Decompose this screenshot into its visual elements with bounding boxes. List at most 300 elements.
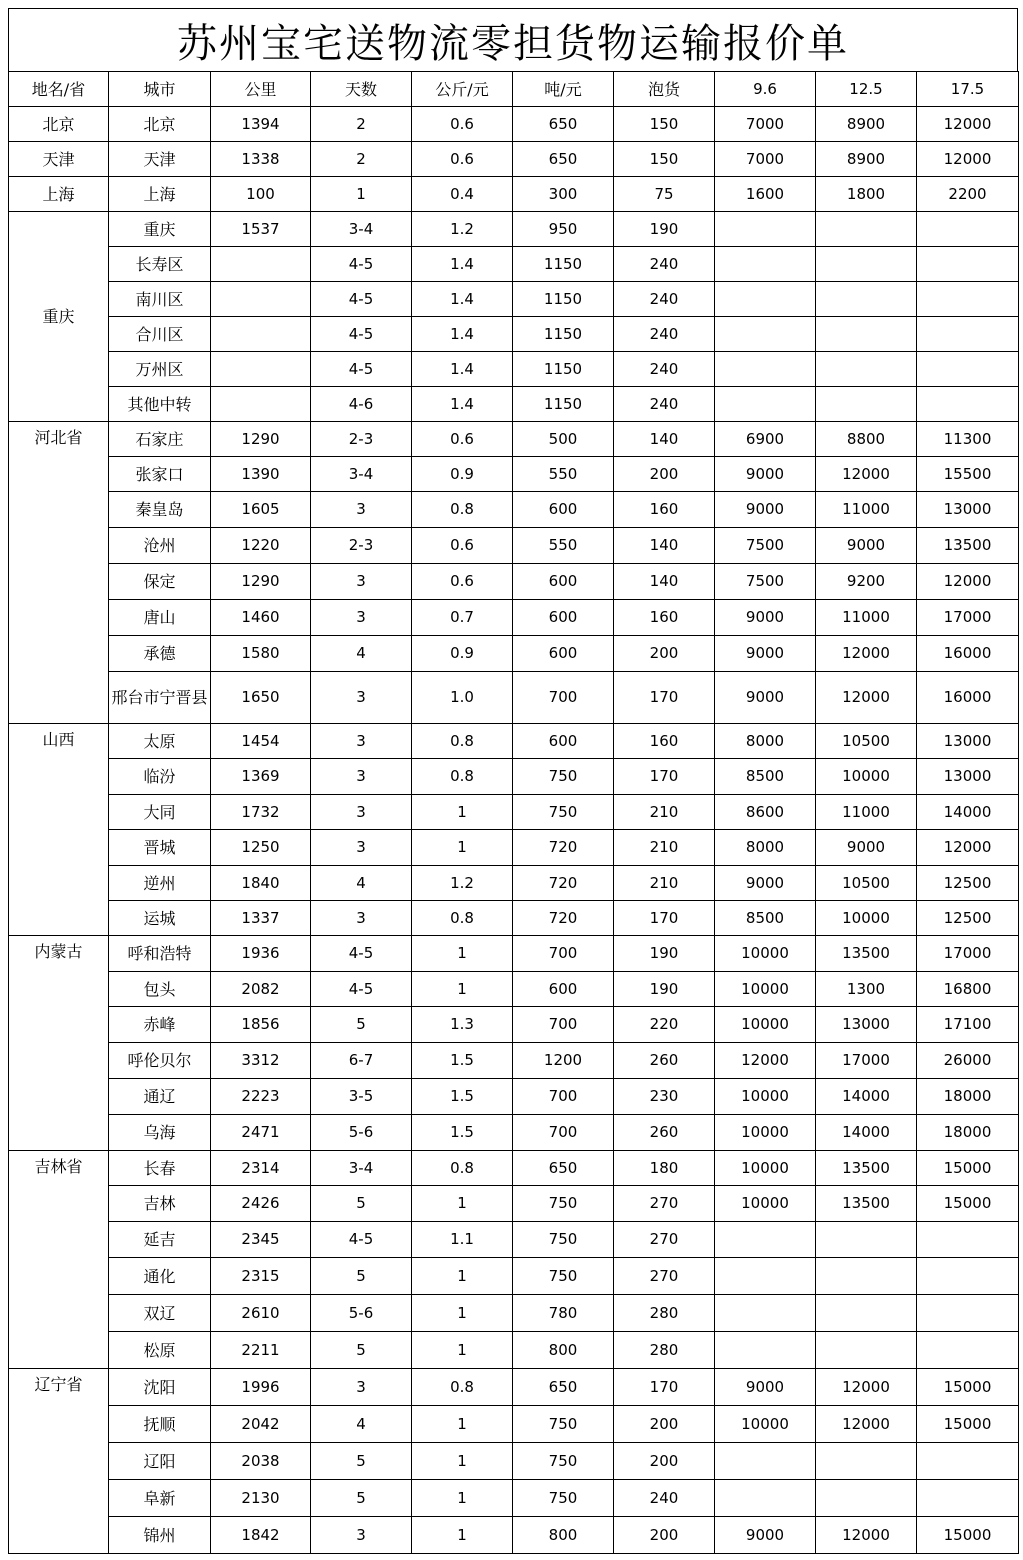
truck-12-5-cell: 14000 bbox=[816, 1079, 917, 1115]
km-cell: 1250 bbox=[211, 830, 311, 866]
km-cell: 2471 bbox=[211, 1115, 311, 1151]
table-row bbox=[9, 901, 1019, 936]
truck-12-5-cell bbox=[816, 1443, 917, 1480]
per-kg-cell: 1.4 bbox=[412, 387, 513, 422]
per-kg-cell: 0.4 bbox=[412, 177, 513, 212]
table-row bbox=[9, 177, 1019, 212]
truck-17-5-cell: 17000 bbox=[917, 936, 1019, 972]
per-ton-cell: 1150 bbox=[513, 352, 614, 387]
truck-17-5-cell bbox=[917, 247, 1019, 282]
per-ton-cell: 1150 bbox=[513, 387, 614, 422]
truck-12-5-cell: 11000 bbox=[816, 600, 917, 636]
per-kg-cell: 1 bbox=[412, 936, 513, 972]
truck-17-5-cell: 15000 bbox=[917, 1406, 1019, 1443]
bulk-cell: 230 bbox=[614, 1079, 715, 1115]
city-cell: 秦皇岛 bbox=[109, 492, 211, 528]
days-cell: 3 bbox=[311, 759, 412, 795]
days-cell: 2 bbox=[311, 107, 412, 142]
per-ton-cell: 700 bbox=[513, 936, 614, 972]
per-kg-cell: 0.8 bbox=[412, 1151, 513, 1186]
truck-9-6-cell bbox=[715, 212, 816, 247]
per-kg-cell: 0.8 bbox=[412, 1369, 513, 1406]
bulk-cell: 75 bbox=[614, 177, 715, 212]
days-cell: 3 bbox=[311, 795, 412, 830]
truck-9-6-cell bbox=[715, 1222, 816, 1258]
truck-9-6-cell bbox=[715, 1295, 816, 1332]
column-header: 泡货 bbox=[614, 72, 715, 107]
truck-17-5-cell: 16000 bbox=[917, 636, 1019, 672]
km-cell: 1856 bbox=[211, 1007, 311, 1043]
province-cell: 吉林省 bbox=[9, 1151, 109, 1369]
truck-17-5-cell: 17100 bbox=[917, 1007, 1019, 1043]
truck-9-6-cell: 12000 bbox=[715, 1043, 816, 1079]
bulk-cell: 240 bbox=[614, 387, 715, 422]
per-kg-cell: 0.8 bbox=[412, 901, 513, 936]
city-cell: 通化 bbox=[109, 1258, 211, 1295]
truck-12-5-cell: 13500 bbox=[816, 936, 917, 972]
km-cell: 100 bbox=[211, 177, 311, 212]
table-row bbox=[9, 422, 1019, 457]
bulk-cell: 140 bbox=[614, 528, 715, 564]
truck-12-5-cell: 10500 bbox=[816, 724, 917, 759]
city-cell: 锦州 bbox=[109, 1517, 211, 1554]
per-kg-cell: 1.4 bbox=[412, 282, 513, 317]
city-cell: 松原 bbox=[109, 1332, 211, 1369]
truck-12-5-cell bbox=[816, 1222, 917, 1258]
per-kg-cell: 1 bbox=[412, 1186, 513, 1222]
truck-17-5-cell: 12000 bbox=[917, 142, 1019, 177]
table-row bbox=[9, 672, 1019, 724]
truck-12-5-cell: 1800 bbox=[816, 177, 917, 212]
per-kg-cell: 1 bbox=[412, 795, 513, 830]
per-kg-cell: 0.9 bbox=[412, 636, 513, 672]
km-cell: 2042 bbox=[211, 1406, 311, 1443]
truck-9-6-cell: 8500 bbox=[715, 759, 816, 795]
truck-12-5-cell: 9000 bbox=[816, 830, 917, 866]
truck-9-6-cell: 10000 bbox=[715, 1079, 816, 1115]
per-ton-cell: 550 bbox=[513, 528, 614, 564]
table-row bbox=[9, 830, 1019, 866]
days-cell: 2-3 bbox=[311, 528, 412, 564]
table-row bbox=[9, 1406, 1019, 1443]
days-cell: 4 bbox=[311, 636, 412, 672]
truck-9-6-cell: 10000 bbox=[715, 1151, 816, 1186]
per-kg-cell: 0.6 bbox=[412, 142, 513, 177]
per-kg-cell: 0.6 bbox=[412, 528, 513, 564]
days-cell: 4-5 bbox=[311, 282, 412, 317]
bulk-cell: 240 bbox=[614, 317, 715, 352]
per-kg-cell: 1.4 bbox=[412, 317, 513, 352]
per-ton-cell: 500 bbox=[513, 422, 614, 457]
per-ton-cell: 720 bbox=[513, 830, 614, 866]
per-ton-cell: 600 bbox=[513, 636, 614, 672]
truck-12-5-cell: 10500 bbox=[816, 866, 917, 901]
table-row bbox=[9, 1151, 1019, 1186]
days-cell: 5 bbox=[311, 1258, 412, 1295]
days-cell: 5 bbox=[311, 1186, 412, 1222]
truck-9-6-cell: 10000 bbox=[715, 972, 816, 1007]
days-cell: 4-6 bbox=[311, 387, 412, 422]
per-kg-cell: 1.1 bbox=[412, 1222, 513, 1258]
per-kg-cell: 1.4 bbox=[412, 352, 513, 387]
city-cell: 沧州 bbox=[109, 528, 211, 564]
truck-17-5-cell: 12000 bbox=[917, 564, 1019, 600]
table-row bbox=[9, 936, 1019, 972]
per-kg-cell: 0.6 bbox=[412, 564, 513, 600]
table-row bbox=[9, 352, 1019, 387]
days-cell: 1 bbox=[311, 177, 412, 212]
province-cell: 上海 bbox=[9, 177, 109, 212]
table-row bbox=[9, 972, 1019, 1007]
truck-17-5-cell: 14000 bbox=[917, 795, 1019, 830]
bulk-cell: 210 bbox=[614, 866, 715, 901]
bulk-cell: 160 bbox=[614, 724, 715, 759]
km-cell: 1290 bbox=[211, 422, 311, 457]
column-header: 9.6 bbox=[715, 72, 816, 107]
truck-9-6-cell bbox=[715, 1258, 816, 1295]
table-row bbox=[9, 1115, 1019, 1151]
city-cell: 乌海 bbox=[109, 1115, 211, 1151]
province-cell: 内蒙古 bbox=[9, 936, 109, 1151]
truck-17-5-cell: 13000 bbox=[917, 759, 1019, 795]
truck-17-5-cell bbox=[917, 1222, 1019, 1258]
truck-12-5-cell bbox=[816, 1332, 917, 1369]
km-cell: 2211 bbox=[211, 1332, 311, 1369]
city-cell: 临汾 bbox=[109, 759, 211, 795]
truck-12-5-cell: 13500 bbox=[816, 1186, 917, 1222]
table-row bbox=[9, 1443, 1019, 1480]
truck-17-5-cell: 16000 bbox=[917, 672, 1019, 724]
city-cell: 阜新 bbox=[109, 1480, 211, 1517]
days-cell: 3 bbox=[311, 724, 412, 759]
bulk-cell: 150 bbox=[614, 142, 715, 177]
table-row bbox=[9, 457, 1019, 492]
per-ton-cell: 550 bbox=[513, 457, 614, 492]
truck-12-5-cell bbox=[816, 317, 917, 352]
km-cell: 1650 bbox=[211, 672, 311, 724]
truck-17-5-cell: 26000 bbox=[917, 1043, 1019, 1079]
province-cell: 天津 bbox=[9, 142, 109, 177]
table-row bbox=[9, 492, 1019, 528]
truck-12-5-cell: 8800 bbox=[816, 422, 917, 457]
per-ton-cell: 720 bbox=[513, 866, 614, 901]
city-cell: 长春 bbox=[109, 1151, 211, 1186]
bulk-cell: 140 bbox=[614, 564, 715, 600]
per-kg-cell: 1.4 bbox=[412, 247, 513, 282]
column-header: 天数 bbox=[311, 72, 412, 107]
per-ton-cell: 650 bbox=[513, 107, 614, 142]
table-row bbox=[9, 247, 1019, 282]
days-cell: 5-6 bbox=[311, 1115, 412, 1151]
truck-9-6-cell: 10000 bbox=[715, 1406, 816, 1443]
truck-9-6-cell: 10000 bbox=[715, 1007, 816, 1043]
days-cell: 4-5 bbox=[311, 936, 412, 972]
column-header: 吨/元 bbox=[513, 72, 614, 107]
km-cell bbox=[211, 282, 311, 317]
city-cell: 运城 bbox=[109, 901, 211, 936]
truck-9-6-cell: 9000 bbox=[715, 1369, 816, 1406]
truck-12-5-cell: 1300 bbox=[816, 972, 917, 1007]
truck-12-5-cell: 13500 bbox=[816, 1151, 917, 1186]
per-ton-cell: 700 bbox=[513, 1079, 614, 1115]
days-cell: 5 bbox=[311, 1007, 412, 1043]
truck-12-5-cell: 9000 bbox=[816, 528, 917, 564]
days-cell: 5 bbox=[311, 1480, 412, 1517]
bulk-cell: 200 bbox=[614, 636, 715, 672]
bulk-cell: 200 bbox=[614, 1443, 715, 1480]
city-cell: 长寿区 bbox=[109, 247, 211, 282]
days-cell: 4-5 bbox=[311, 247, 412, 282]
truck-12-5-cell: 10000 bbox=[816, 759, 917, 795]
table-row bbox=[9, 564, 1019, 600]
truck-9-6-cell: 7500 bbox=[715, 528, 816, 564]
km-cell: 1537 bbox=[211, 212, 311, 247]
truck-9-6-cell: 9000 bbox=[715, 492, 816, 528]
km-cell: 2223 bbox=[211, 1079, 311, 1115]
per-ton-cell: 600 bbox=[513, 972, 614, 1007]
truck-17-5-cell: 13500 bbox=[917, 528, 1019, 564]
per-kg-cell: 1.5 bbox=[412, 1043, 513, 1079]
table-row bbox=[9, 1295, 1019, 1332]
truck-12-5-cell bbox=[816, 1295, 917, 1332]
page-title: 苏州宝宅送物流零担货物运输报价单 bbox=[8, 8, 1018, 71]
truck-12-5-cell: 9200 bbox=[816, 564, 917, 600]
per-ton-cell: 780 bbox=[513, 1295, 614, 1332]
per-ton-cell: 650 bbox=[513, 142, 614, 177]
table-row bbox=[9, 1517, 1019, 1554]
truck-9-6-cell: 10000 bbox=[715, 1186, 816, 1222]
per-kg-cell: 0.6 bbox=[412, 422, 513, 457]
truck-12-5-cell: 14000 bbox=[816, 1115, 917, 1151]
bulk-cell: 280 bbox=[614, 1332, 715, 1369]
truck-9-6-cell bbox=[715, 317, 816, 352]
truck-17-5-cell bbox=[917, 1480, 1019, 1517]
truck-12-5-cell bbox=[816, 247, 917, 282]
table-row bbox=[9, 282, 1019, 317]
bulk-cell: 280 bbox=[614, 1295, 715, 1332]
city-cell: 吉林 bbox=[109, 1186, 211, 1222]
truck-9-6-cell: 9000 bbox=[715, 457, 816, 492]
city-cell: 上海 bbox=[109, 177, 211, 212]
city-cell: 北京 bbox=[109, 107, 211, 142]
table-row bbox=[9, 1222, 1019, 1258]
bulk-cell: 200 bbox=[614, 1517, 715, 1554]
per-kg-cell: 1.5 bbox=[412, 1115, 513, 1151]
per-kg-cell: 1.0 bbox=[412, 672, 513, 724]
truck-9-6-cell: 6900 bbox=[715, 422, 816, 457]
km-cell: 2314 bbox=[211, 1151, 311, 1186]
bulk-cell: 270 bbox=[614, 1186, 715, 1222]
bulk-cell: 240 bbox=[614, 1480, 715, 1517]
per-ton-cell: 750 bbox=[513, 1222, 614, 1258]
province-cell: 河北省 bbox=[9, 422, 109, 724]
per-kg-cell: 0.8 bbox=[412, 724, 513, 759]
bulk-cell: 220 bbox=[614, 1007, 715, 1043]
truck-9-6-cell bbox=[715, 282, 816, 317]
city-cell: 赤峰 bbox=[109, 1007, 211, 1043]
truck-12-5-cell: 17000 bbox=[816, 1043, 917, 1079]
km-cell: 3312 bbox=[211, 1043, 311, 1079]
days-cell: 4 bbox=[311, 866, 412, 901]
per-kg-cell: 1 bbox=[412, 1295, 513, 1332]
truck-17-5-cell: 2200 bbox=[917, 177, 1019, 212]
per-ton-cell: 650 bbox=[513, 1151, 614, 1186]
km-cell: 1290 bbox=[211, 564, 311, 600]
days-cell: 3 bbox=[311, 901, 412, 936]
table-row bbox=[9, 1043, 1019, 1079]
bulk-cell: 140 bbox=[614, 422, 715, 457]
city-cell: 延吉 bbox=[109, 1222, 211, 1258]
days-cell: 3 bbox=[311, 600, 412, 636]
column-header: 公斤/元 bbox=[412, 72, 513, 107]
bulk-cell: 260 bbox=[614, 1115, 715, 1151]
city-cell: 承德 bbox=[109, 636, 211, 672]
city-cell: 双辽 bbox=[109, 1295, 211, 1332]
table-row bbox=[9, 724, 1019, 759]
price-sheet bbox=[8, 8, 1018, 1554]
km-cell: 1394 bbox=[211, 107, 311, 142]
days-cell: 3 bbox=[311, 672, 412, 724]
km-cell bbox=[211, 247, 311, 282]
truck-12-5-cell bbox=[816, 387, 917, 422]
bulk-cell: 240 bbox=[614, 352, 715, 387]
city-cell: 呼伦贝尔 bbox=[109, 1043, 211, 1079]
column-header: 地名/省 bbox=[9, 72, 109, 107]
truck-12-5-cell: 13000 bbox=[816, 1007, 917, 1043]
table-row bbox=[9, 317, 1019, 352]
city-cell: 张家口 bbox=[109, 457, 211, 492]
truck-17-5-cell: 13000 bbox=[917, 724, 1019, 759]
per-ton-cell: 600 bbox=[513, 564, 614, 600]
truck-9-6-cell: 8000 bbox=[715, 724, 816, 759]
per-ton-cell: 700 bbox=[513, 672, 614, 724]
truck-12-5-cell: 8900 bbox=[816, 107, 917, 142]
province-cell: 北京 bbox=[9, 107, 109, 142]
per-kg-cell: 1.3 bbox=[412, 1007, 513, 1043]
km-cell: 1220 bbox=[211, 528, 311, 564]
truck-9-6-cell bbox=[715, 1332, 816, 1369]
bulk-cell: 160 bbox=[614, 600, 715, 636]
per-kg-cell: 1 bbox=[412, 1480, 513, 1517]
column-header: 17.5 bbox=[917, 72, 1019, 107]
per-ton-cell: 600 bbox=[513, 724, 614, 759]
per-kg-cell: 1 bbox=[412, 830, 513, 866]
per-kg-cell: 1.2 bbox=[412, 866, 513, 901]
per-ton-cell: 700 bbox=[513, 1115, 614, 1151]
km-cell: 1369 bbox=[211, 759, 311, 795]
per-ton-cell: 750 bbox=[513, 1443, 614, 1480]
km-cell: 1842 bbox=[211, 1517, 311, 1554]
bulk-cell: 190 bbox=[614, 212, 715, 247]
truck-17-5-cell bbox=[917, 1332, 1019, 1369]
bulk-cell: 180 bbox=[614, 1151, 715, 1186]
truck-9-6-cell bbox=[715, 387, 816, 422]
table-row bbox=[9, 107, 1019, 142]
truck-17-5-cell: 12500 bbox=[917, 901, 1019, 936]
table-row bbox=[9, 1480, 1019, 1517]
bulk-cell: 170 bbox=[614, 901, 715, 936]
city-cell: 太原 bbox=[109, 724, 211, 759]
days-cell: 2 bbox=[311, 142, 412, 177]
days-cell: 5 bbox=[311, 1332, 412, 1369]
per-kg-cell: 1 bbox=[412, 1517, 513, 1554]
column-header: 公里 bbox=[211, 72, 311, 107]
per-ton-cell: 650 bbox=[513, 1369, 614, 1406]
bulk-cell: 190 bbox=[614, 972, 715, 1007]
truck-12-5-cell: 12000 bbox=[816, 636, 917, 672]
city-cell: 万州区 bbox=[109, 352, 211, 387]
truck-17-5-cell: 13000 bbox=[917, 492, 1019, 528]
bulk-cell: 170 bbox=[614, 672, 715, 724]
table-row bbox=[9, 387, 1019, 422]
km-cell: 1390 bbox=[211, 457, 311, 492]
km-cell: 2426 bbox=[211, 1186, 311, 1222]
truck-17-5-cell: 18000 bbox=[917, 1079, 1019, 1115]
days-cell: 3 bbox=[311, 830, 412, 866]
bulk-cell: 240 bbox=[614, 247, 715, 282]
km-cell: 1454 bbox=[211, 724, 311, 759]
truck-9-6-cell: 9000 bbox=[715, 636, 816, 672]
bulk-cell: 240 bbox=[614, 282, 715, 317]
truck-17-5-cell bbox=[917, 387, 1019, 422]
truck-12-5-cell: 11000 bbox=[816, 492, 917, 528]
per-ton-cell: 1150 bbox=[513, 317, 614, 352]
km-cell bbox=[211, 352, 311, 387]
per-kg-cell: 0.6 bbox=[412, 107, 513, 142]
days-cell: 4-5 bbox=[311, 1222, 412, 1258]
truck-9-6-cell: 10000 bbox=[715, 936, 816, 972]
table-row bbox=[9, 142, 1019, 177]
km-cell: 1840 bbox=[211, 866, 311, 901]
bulk-cell: 260 bbox=[614, 1043, 715, 1079]
per-ton-cell: 750 bbox=[513, 1480, 614, 1517]
per-ton-cell: 1150 bbox=[513, 247, 614, 282]
city-cell: 大同 bbox=[109, 795, 211, 830]
days-cell: 4 bbox=[311, 1406, 412, 1443]
truck-12-5-cell: 12000 bbox=[816, 1517, 917, 1554]
truck-12-5-cell: 12000 bbox=[816, 457, 917, 492]
days-cell: 5-6 bbox=[311, 1295, 412, 1332]
per-kg-cell: 1.5 bbox=[412, 1079, 513, 1115]
per-ton-cell: 1150 bbox=[513, 282, 614, 317]
per-kg-cell: 1 bbox=[412, 972, 513, 1007]
city-cell: 呼和浩特 bbox=[109, 936, 211, 972]
truck-17-5-cell bbox=[917, 1443, 1019, 1480]
truck-9-6-cell: 9000 bbox=[715, 866, 816, 901]
table-row bbox=[9, 1332, 1019, 1369]
days-cell: 3 bbox=[311, 492, 412, 528]
truck-9-6-cell: 7000 bbox=[715, 107, 816, 142]
truck-9-6-cell bbox=[715, 247, 816, 282]
km-cell: 2082 bbox=[211, 972, 311, 1007]
truck-17-5-cell: 12000 bbox=[917, 830, 1019, 866]
truck-9-6-cell: 9000 bbox=[715, 1517, 816, 1554]
km-cell bbox=[211, 387, 311, 422]
truck-9-6-cell: 10000 bbox=[715, 1115, 816, 1151]
km-cell bbox=[211, 317, 311, 352]
table-row bbox=[9, 1369, 1019, 1406]
truck-17-5-cell: 15000 bbox=[917, 1151, 1019, 1186]
km-cell: 1936 bbox=[211, 936, 311, 972]
km-cell: 1338 bbox=[211, 142, 311, 177]
city-cell: 包头 bbox=[109, 972, 211, 1007]
bulk-cell: 270 bbox=[614, 1222, 715, 1258]
city-cell: 唐山 bbox=[109, 600, 211, 636]
city-cell: 辽阳 bbox=[109, 1443, 211, 1480]
table-row bbox=[9, 795, 1019, 830]
per-kg-cell: 1 bbox=[412, 1332, 513, 1369]
city-cell: 其他中转 bbox=[109, 387, 211, 422]
